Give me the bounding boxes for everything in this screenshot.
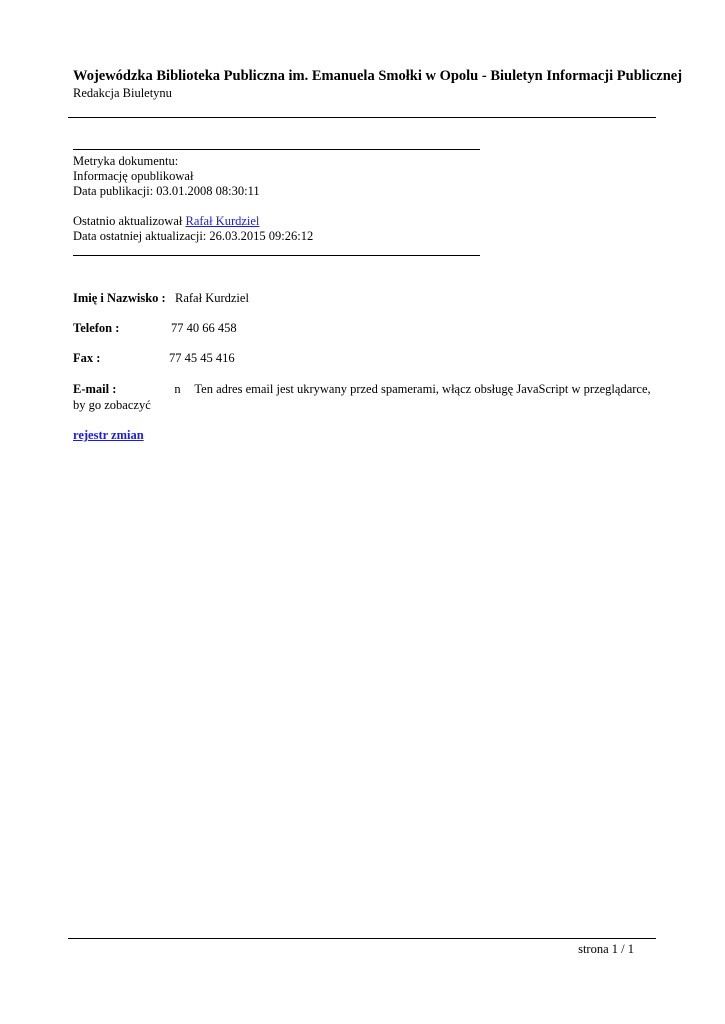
publish-date: Data publikacji: 03.01.2008 08:30:11 — [73, 184, 260, 198]
footer-divider — [68, 938, 656, 939]
name-value: Rafał Kurdziel — [175, 291, 249, 305]
updated-by-label: Ostatnio aktualizował — [73, 214, 186, 228]
email-row — [73, 381, 658, 413]
changes-register-link[interactable]: rejestr zmian — [73, 428, 144, 442]
changes-register-link-wrapper — [73, 427, 144, 443]
fax-label: Fax : — [73, 351, 101, 365]
phone-label: Telefon : — [73, 321, 120, 335]
update-date: Data ostatniej aktualizacji: 26.03.2015 09:26:12 — [73, 229, 314, 243]
email-bullet-icon: n — [174, 382, 181, 396]
page-number: strona 1 / 1 — [578, 942, 634, 956]
name-label: Imię i Nazwisko : — [73, 291, 166, 305]
metadata-heading: Metryka dokumentu: — [73, 154, 179, 168]
header-divider — [68, 117, 656, 118]
metadata-top-divider — [73, 149, 480, 150]
metadata-bottom-divider — [73, 255, 480, 256]
published-by: Informację opublikował — [73, 169, 194, 183]
document-subtitle: Redakcja Biuletynu — [73, 86, 172, 100]
email-value: Ten adres email jest ukrywany przed spamerami, włącz obsługę JavaScript w przeglądarce, by go zobaczyć — [73, 382, 651, 412]
phone-value: 77 40 66 458 — [171, 321, 237, 335]
updated-by — [73, 213, 259, 229]
email-label: E-mail : — [73, 382, 117, 396]
fax-value: 77 45 45 416 — [169, 351, 235, 365]
document-title: Wojewódzka Biblioteka Publiczna im. Emanuela Smołki w Opolu - Biuletyn Informacji Publicznej — [73, 68, 683, 84]
updated-by-author-link[interactable]: Rafał Kurdziel — [185, 214, 260, 228]
